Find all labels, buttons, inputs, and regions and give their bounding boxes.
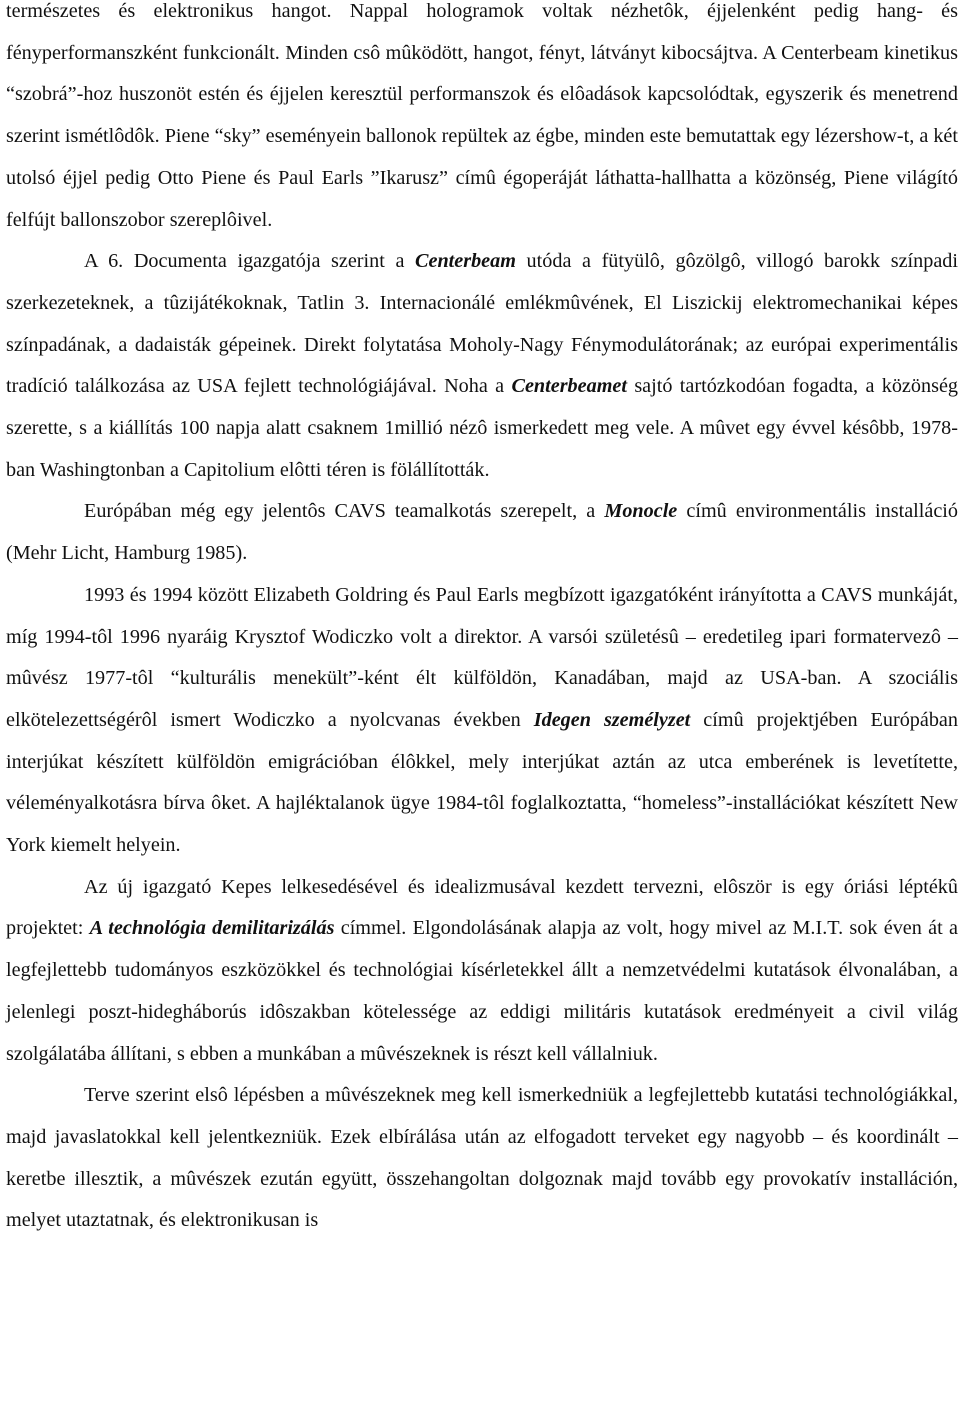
text-run: sajtó tartózkodóan fogadta, a közönség szerette, s a kiállítás 100 napja alatt csaknem 1millió nézô ismerkedett meg vele. A mûvet egy évvel késôbb, 1978-ban Washingtonban a Capitolium elôtti téren is fölállították.	[6, 375, 958, 481]
paragraph-2	[6, 241, 958, 491]
emphasized-title: Idegen személyzet	[533, 708, 691, 731]
emphasized-title: Centerbeamet	[511, 375, 627, 398]
paragraph-6	[6, 1075, 958, 1242]
text-run: Terve szerint elsô lépésben a mûvészeknek meg kell ismerkedniük a legfejlettebb kutatási technológiákkal, majd javaslatokkal kell jelentkezniük. Ezek elbírálása után az elfogadott terveket egy nagyobb – és koordinált – keretbe illesztik, a mûvészek ezután együtt, összehangoltan dolgoznak majd tovább egy provokatív installáción, melyet utaztatnak, és elektronikusan is	[6, 1084, 958, 1232]
text-run: A 6. Documenta igazgatója szerint a	[84, 250, 416, 273]
paragraph-4	[6, 575, 958, 867]
text-run: címmel. Elgondolásának alapja az volt, hogy mivel az M.I.T. sok éven át a legfejlettebb tudományos eszközökkel és technológiai kísérletekkel állt a nemzetvédelmi kutatások élvonalában, a jelenlegi poszt-hidegháborús idôszakban kötelessége az eddigi militáris kutatások eredményeit a civil világ szolgálatába állítani, s ebben a munkában a mûvészeknek is részt kell vállalniuk.	[6, 917, 958, 1065]
text-run: utóda a fütyülô, gôzölgô, villogó barokk színpadi szerkezeteknek, a tûzijátékoknak, Tatlin 3. Internacionálé emlékmûvének, El Liszickij elektromechanikai képes színpadának, a dadaisták gépeinek. Direkt folytatása Moholy-Nagy Fénymodulátorának; az európai experimentális tradíció találkozása az USA fejlett technológiájával. Noha a	[6, 250, 958, 398]
text-run: Európában még egy jelentôs CAVS teamalkotás szerepelt, a	[84, 500, 605, 523]
paragraph-1	[6, 0, 958, 241]
text-run: természetes és elektronikus hangot. Nappal hologramok voltak nézhetôk, éjjelenként pedig hang- és fényperformanszként funkcionált. Minden csô mûködött, hangot, fényt, látványt kibocsájtva. A Centerbeam kinetikus “szobrá”-hoz huszonöt estén és éjjelen keresztül performanszok és elôadások kapcsolódtak, egyszerik és menetrend szerint ismétlôdôk. Piene “sky” eseményein ballonok repültek az égbe, minden este bemutattak egy lézershow-t, a két utolsó éjjel pedig Otto Piene és Paul Earls ”Ikarusz” címû égoperáját láthatta-hallhatta a közönség, Piene világító felfújt ballonszobor szereplôivel.	[6, 0, 958, 231]
text-run: címû projektjében Európában interjúkat készített külföldön emigrációban élôkkel, mely interjúkat aztán az utca emberének is levetítette, véleményalkotásra bírva ôket. A hajléktalanok ügye 1984-tôl foglalkoztatta, “homeless”-installációkat készített New York kiemelt helyein.	[6, 708, 958, 857]
text-run: 1993 és 1994 között Elizabeth Goldring és Paul Earls megbízott igazgatóként irányította a CAVS munkáját, míg 1994-tôl 1996 nyaráig Krysztof Wodiczko volt a direktor. A varsói születésû – eredetileg ipari formatervezô – mûvész 1977-tôl “kulturális menekült”-ként élt külföldön, Kanadában, majd az USA-ban. A szociális elkötelezettségérôl ismert Wodiczko a nyolcvanas években	[6, 583, 958, 731]
paragraph-3	[6, 491, 958, 574]
paragraph-5	[6, 867, 958, 1076]
emphasized-title: A technológia demilitarizálás	[89, 917, 335, 940]
text-run: címû environmentális installáció (Mehr Licht, Hamburg 1985).	[6, 500, 958, 565]
emphasized-title: Centerbeam	[415, 250, 516, 273]
emphasized-title: Monocle	[604, 500, 678, 523]
text-run: Az új igazgató Kepes lelkesedésével és idealizmusával kezdett tervezni, elôször is egy óriási léptékû projektet:	[6, 875, 958, 940]
document-page	[6, 0, 958, 1242]
